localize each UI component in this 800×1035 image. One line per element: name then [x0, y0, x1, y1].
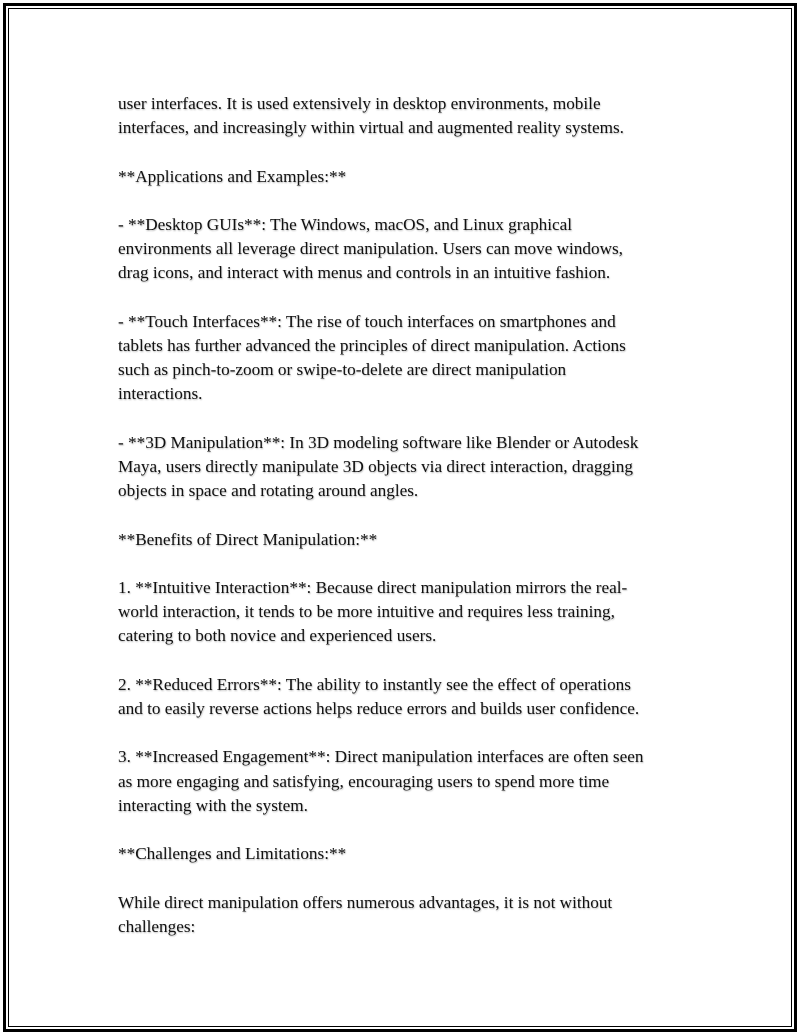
applications-heading: **Applications and Examples:**	[118, 166, 347, 186]
challenges-heading: **Challenges and Limitations:**	[118, 844, 347, 864]
intro-paragraph: user interfaces. It is used extensively in desktop environments, mobile interfaces, and increasingly within virtual and augmented reality systems.	[118, 94, 624, 138]
3d-manipulation-paragraph: - **3D Manipulation**: In 3D modeling software like Blender or Autodesk Maya, users directly manipulate 3D objects via direct interaction, dragging objects in space and rotating around angles.	[118, 432, 639, 501]
increased-engagement-paragraph: 3. **Increased Engagement**: Direct manipulation interfaces are often seen as more engaging and satisfying, encouraging users to spend more time interacting with the system.	[118, 747, 644, 815]
benefits-heading: **Benefits of Direct Manipulation:**	[118, 529, 378, 549]
reduced-errors-paragraph: 2. **Reduced Errors**: The ability to instantly see the effect of operations and to easily reverse actions helps reduce errors and builds user confidence.	[118, 674, 640, 718]
touch-interfaces-paragraph: - **Touch Interfaces**: The rise of touch interfaces on smartphones and tablets has further advanced the principles of direct manipulation. Actions such as pinch-to-zoom or swipe-to-delete are direct manipulation interactions.	[118, 311, 626, 404]
desktop-guis-paragraph: - **Desktop GUIs**: The Windows, macOS, and Linux graphical environments all leverage direct manipulation. Users can move windows, drag icons, and interact with menus and controls in an intuitive fashion.	[118, 214, 623, 283]
intuitive-interaction-paragraph: 1. **Intuitive Interaction**: Because direct manipulation mirrors the real- world interaction, it tends to be more intuitive and requires less training, catering to both novice and experienced users.	[118, 577, 628, 646]
challenges-paragraph: While direct manipulation offers numerous advantages, it is not without challenges:	[118, 892, 613, 936]
document-body	[118, 92, 688, 939]
